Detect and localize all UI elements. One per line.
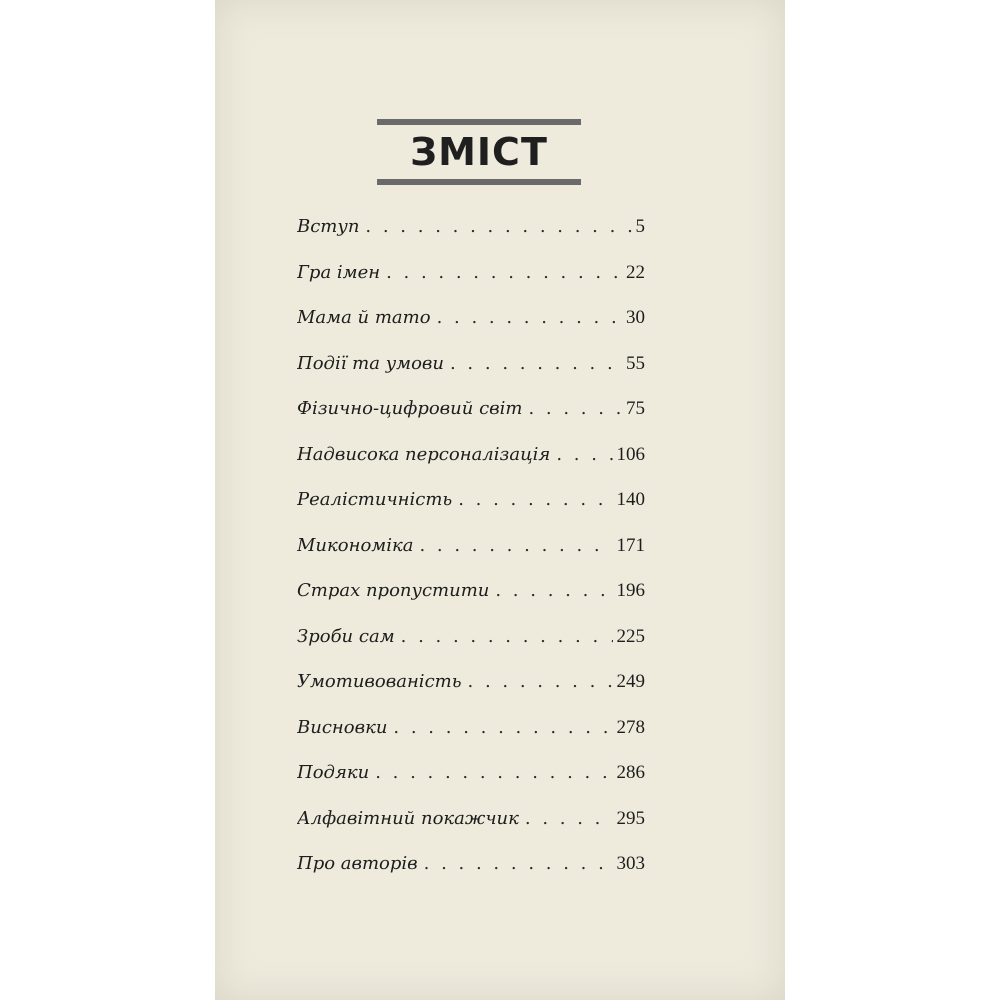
dot-leader	[393, 717, 612, 738]
toc-entry-label: Подяки	[297, 762, 370, 783]
toc-entry	[297, 353, 645, 399]
toc-entry-page: 75	[626, 398, 645, 419]
toc-entry-page: 140	[616, 489, 645, 510]
toc-entry	[297, 307, 645, 353]
dot-leader	[424, 853, 613, 874]
dot-leader	[468, 671, 613, 692]
toc-entry-label: Фізично-цифровий світ	[297, 398, 523, 419]
toc-entry-label: Вступ	[297, 216, 360, 237]
toc-entry-page: 249	[616, 671, 645, 692]
toc-entry	[297, 398, 645, 444]
page-title: ЗМІСТ	[410, 130, 548, 174]
dot-leader	[495, 580, 612, 601]
toc-entry	[297, 535, 645, 581]
toc-entry-label: Алфавітний покажчик	[297, 807, 519, 829]
toc-entry-label: Про авторів	[297, 853, 418, 874]
toc-entry-page: 196	[616, 580, 645, 601]
toc-entry-page: 303	[616, 853, 645, 874]
toc-entry-page: 286	[616, 762, 645, 783]
dot-leader	[528, 398, 622, 419]
dot-leader	[375, 762, 612, 783]
toc-entry-label: Гра імен	[297, 261, 381, 283]
toc-entry	[297, 216, 645, 262]
dot-leader	[525, 808, 613, 829]
toc-entry-label: Реалістичність	[297, 489, 453, 510]
toc-entry	[297, 444, 645, 490]
toc-entry	[297, 853, 645, 899]
title-rule-bottom	[377, 179, 581, 185]
dot-leader	[386, 262, 622, 283]
toc-entry-page: 106	[616, 443, 645, 465]
toc-entry-page: 295	[616, 807, 645, 829]
table-of-contents	[297, 216, 645, 899]
toc-entry-page: 22	[626, 261, 645, 283]
toc-entry	[297, 808, 645, 854]
dot-leader	[450, 353, 622, 374]
toc-entry-page: 278	[616, 716, 645, 738]
toc-entry-label: Надвисока персоналізація	[297, 443, 551, 465]
toc-entry	[297, 262, 645, 308]
toc-entry-label: Микономіка	[297, 534, 414, 556]
toc-entry	[297, 580, 645, 626]
dot-leader	[458, 489, 612, 510]
toc-entry-page: 225	[616, 625, 645, 647]
toc-entry	[297, 671, 645, 717]
dot-leader	[419, 535, 612, 556]
toc-entry-page: 30	[626, 307, 645, 328]
toc-entry-label: Події та умови	[297, 352, 444, 374]
toc-entry	[297, 489, 645, 535]
dot-leader	[437, 307, 622, 328]
toc-entry-label: Страх пропустити	[297, 580, 490, 601]
toc-entry	[297, 717, 645, 763]
dot-leader	[365, 216, 631, 237]
toc-entry	[297, 626, 645, 672]
toc-entry-page: 171	[616, 534, 645, 556]
toc-entry-page: 5	[635, 216, 645, 237]
toc-entry-page: 55	[626, 352, 645, 374]
toc-entry-label: Зроби сам	[297, 625, 395, 647]
dot-leader	[556, 444, 612, 465]
toc-entry-label: Умотивованість	[297, 671, 462, 692]
toc-entry	[297, 762, 645, 808]
toc-entry-label: Мама й тато	[297, 307, 431, 328]
title-rule-top	[377, 119, 581, 125]
dot-leader	[401, 626, 613, 647]
toc-entry-label: Висновки	[297, 716, 388, 738]
